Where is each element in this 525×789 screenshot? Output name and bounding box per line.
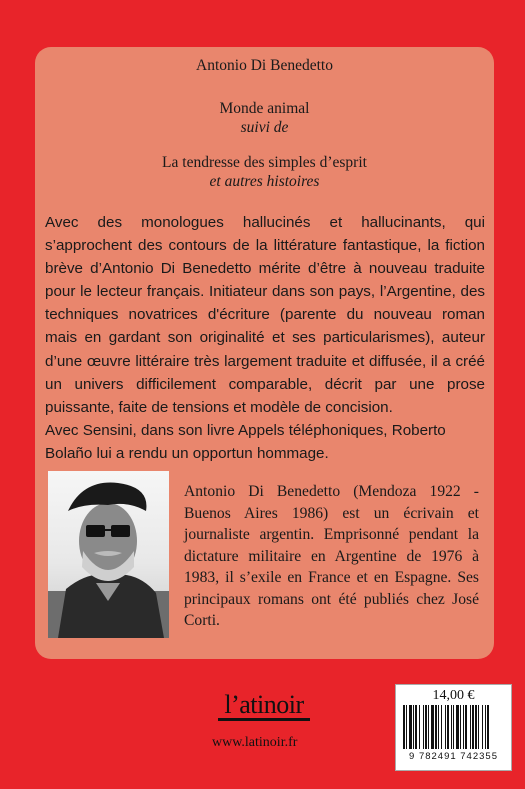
- author-portrait-image: [48, 471, 169, 638]
- barcode-bar: [463, 705, 464, 749]
- barcode-icon: [399, 705, 508, 749]
- author-name: Antonio Di Benedetto: [196, 57, 333, 74]
- barcode-bar: [438, 705, 439, 749]
- blurb-text: [45, 211, 485, 465]
- isbn-number: 9 782491 742355: [409, 751, 498, 762]
- barcode-bar: [456, 705, 459, 749]
- author-bio: Antonio Di Benedetto (Mendoza 1922 - Buenos Aires 1986) est un écrivain et journaliste argentin. Emprisonné pendant la dictature militaire en Argentine de 1976 à 1983, il s’exile en France et en Espagne. Ses principaux romans ont été publiés chez José Corti.: [184, 483, 479, 629]
- second-title-subtitle: et autres histoires: [209, 173, 320, 190]
- book-title: Monde animal: [219, 100, 310, 117]
- barcode-bar: [478, 705, 479, 749]
- barcode-bar: [406, 705, 407, 749]
- publisher-url: www.latinoir.fr: [212, 735, 298, 750]
- barcode-bar: [409, 705, 412, 749]
- barcode-bar: [465, 705, 467, 749]
- barcode-bar: [485, 705, 486, 749]
- barcode-bar: [435, 705, 437, 749]
- barcode-bar: [482, 705, 483, 749]
- barcode-bar: [470, 705, 471, 749]
- author-photo: [48, 471, 169, 638]
- second-title: La tendresse des simples d’esprit: [162, 154, 367, 171]
- barcode-bar: [447, 705, 449, 749]
- barcode-bar: [451, 705, 452, 749]
- barcode-bar: [445, 705, 446, 749]
- barcode-bar: [413, 705, 414, 749]
- barcode-bar: [403, 705, 405, 749]
- price-label: 14,00 €: [432, 688, 475, 703]
- barcode-bar: [453, 705, 454, 749]
- barcode-bar: [431, 705, 434, 749]
- title-block-1: [35, 99, 494, 137]
- publisher-logo: l’atinoir: [218, 692, 310, 721]
- barcode-bar: [423, 705, 424, 749]
- barcode-bar: [428, 705, 429, 749]
- barcode-bar: [419, 705, 420, 749]
- barcode-bar: [475, 705, 477, 749]
- back-cover-panel: [35, 47, 494, 659]
- blurb-paragraph: Avec Sensini, dans son livre Appels téléphoniques, Roberto Bolaño lui a rendu un opportun hommage.: [45, 421, 446, 462]
- blurb-paragraph: Avec des monologues hallucinés et hallucinants, qui s’approchent des contours de la littérature fantastique, la fiction brève d’Antonio Di Benedetto mérite d’être à nouveau traduite pour le lecteur français. Initiateur dans son pays, l’Argentine, des techniques novatrices d'écriture (parente du nouveau roman mais en gardant son originalité et ses particularismes), auteur d’une œuvre littéraire très largement traduite et diffusée, il a créé un univers difficilement comparable, décrit par une prose puissante, faite de tensions et modèle de concision.: [45, 214, 485, 416]
- title-connector: suivi de: [240, 119, 289, 136]
- barcode-bar: [460, 705, 461, 749]
- barcode-bar: [425, 705, 427, 749]
- barcode-bar: [472, 705, 474, 749]
- barcode-bar: [441, 705, 442, 749]
- barcode-bar: [487, 705, 489, 749]
- barcode-label: [395, 684, 512, 771]
- title-block-2: [35, 153, 494, 191]
- barcode-bar: [415, 705, 417, 749]
